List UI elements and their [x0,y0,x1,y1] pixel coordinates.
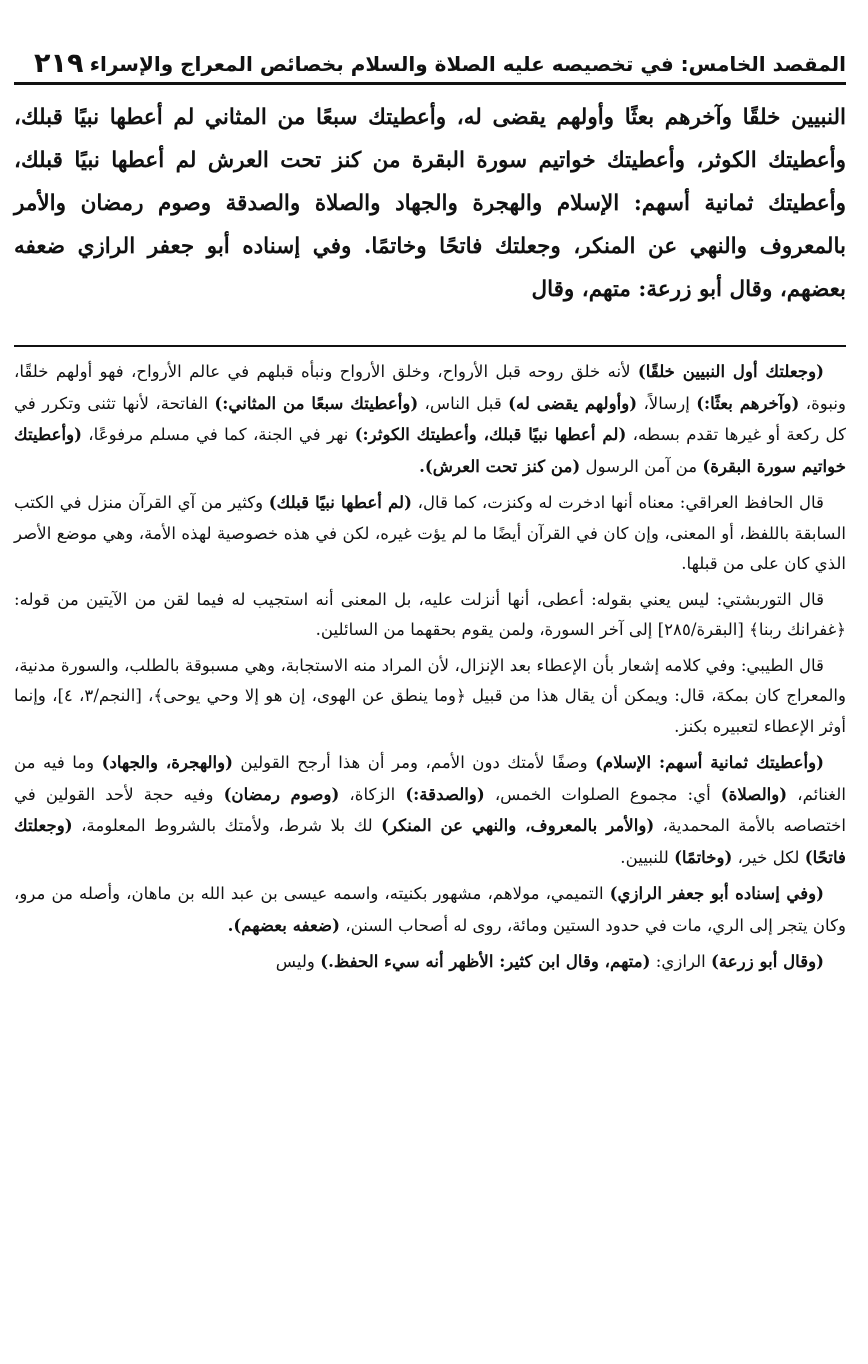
commentary-text: لكل خير، [732,847,805,867]
footnote-separator [14,345,846,347]
commentary-paragraph [14,487,846,580]
commentary-paragraph [14,946,846,978]
running-header [14,36,846,85]
commentary-paragraph [14,651,846,743]
commentary-text: نهر في الجنة، كما في مسلم مرفوعًا، [82,425,355,444]
commentary-text: التميمي، مولاهم، مشهور بكنيته، واسمه عيسى بن عبد الله بن ماهان، وأصله من مرو، وكان يتجر إلى الري، مات في حدود الستين ومائة، روى له أصحاب السنن، [14,884,846,935]
commentary-text: لأنه خلق روحه قبل الأرواح، وخلق الأرواح ونبأه قبلهم في عالم الأرواح، فهو أولهم خلقًا، ونبوة، [14,362,847,413]
quoted-phrase: (من كنز تحت العرش). [419,455,581,476]
commentary-text: وكثير من آي القرآن منزل في الكتب السابقة باللفظ، أو المعنى، وإن كان في القرآن أيضًا ما لم يؤت غيره، لكن في هذه خصوصية لهذه الأمة، وهي موضع الأصر الذي كان على من قبلها. [14,493,846,573]
commentary-text: قال الطيبي: وفي كلامه إشعار بأن الإعطاء بعد الإنزال، لأن المراد منه الاستجابة، وهي مسبوقة بالطلب، والسورة مدنية، والمعراج كان بمكة، قال: ويمكن أن يقال هذا من قبيل ﴿وما ينطق عن الهوى، إن هو إلا وحي يوحى﴾، [النجم/٣، ٤]، وإنما أوثر الإعطاء لتعبيره بكنز. [14,655,846,736]
quoted-phrase: (والصدقة:) [405,783,485,804]
commentary-text: قبل الناس، [418,393,509,413]
commentary [14,356,846,983]
quoted-phrase: (وجعلتك أول النبيين خلقًا) [637,361,824,381]
quoted-phrase: (وجعلتك فاتحًا) [14,815,846,867]
page-number: ٢١٩ [34,48,84,79]
quoted-phrase: (والأمر بالمعروف، والنهي عن المنكر) [381,815,655,835]
quoted-phrase: (وصوم رمضان) [223,783,340,804]
commentary-text: وصفًا لأمتك دون الأمم، ومر أن هذا أرجح القولين [233,753,596,772]
commentary-text: الزكاة، [339,784,406,804]
commentary-text: قال التوربشتي: ليس يعني بقوله: أعطى، أنها أنزلت عليه، بل المعنى أنه استجيب له فيما لقن من الآيتين من قوله: ﴿غفرانك ربنا﴾ [البقرة/٢٨٥] إلى آخر السورة، ولمن يقوم بحقهما من السائلين. [14,589,846,639]
quoted-phrase: (لم أعطها نبيًا قبلك) [268,492,412,512]
commentary-text: وفيه حجة لأحد القولين في اختصاصه بالأمة المحمدية، [14,784,846,835]
commentary-text: قال الحافظ العراقي: معناه أنها ادخرت له وكنزت، كما قال، [411,493,824,512]
quoted-phrase: (والهجرة، والجهاد) [101,752,233,772]
commentary-paragraph [14,585,846,646]
quoted-phrase: (وقال أبو زرعة) [711,951,824,971]
quoted-phrase: (وخاتمًا) [674,846,733,867]
commentary-text: من آمن الرسول [580,456,703,476]
commentary-text: الفاتحة، لأنها تثنى وتكرر في كل ركعة أو غيرها تقدم بسطه، [14,393,846,444]
commentary-paragraph [14,747,846,873]
hadith-text [14,96,846,311]
commentary-paragraph [14,878,846,941]
quoted-phrase: (متهم، وقال ابن كثير: الأظهر أنه سيء الحفظ.) [320,951,651,971]
quoted-phrase: (وأعطيتك خواتيم سورة البقرة) [14,424,846,476]
commentary-text: للنبيين. [620,847,675,867]
commentary-paragraph [14,356,846,482]
quoted-phrase: (لم أعطها نبيًا قبلك، وأعطيتك الكوثر:) [354,424,627,444]
quoted-phrase: (وأعطيتك سبعًا من المثاني:) [214,392,419,413]
commentary-text: وليس [275,952,321,971]
quoted-phrase: (وأعطيتك ثمانية أسهم: الإسلام) [595,752,824,772]
commentary-text: وما فيه من الغنائم، [14,753,846,804]
quoted-phrase: (وفي إسناده أبو جعفر الرازي) [609,883,824,903]
quoted-phrase: (وأولهم يقضى له) [508,392,638,413]
quoted-phrase: (والصلاة) [720,783,788,804]
commentary-text: لك بلا شرط، ولأمتك بالشروط المعلومة، [72,816,382,835]
commentary-text: الرازي: [650,952,712,971]
quoted-phrase: (وآخرهم بعثًا:) [696,392,800,413]
commentary-text: إرسالاً، [637,393,697,413]
hadith-paragraph: النبيين خلقًا وآخرهم بعثًا وأولهم يقضى له، وأعطيتك سبعًا من المثاني لم أعطها نبيًا قبلك، وأعطيتك الكوثر، وأعطيتك خواتيم سورة البقرة من كنز تحت العرش لم أعطها نبيًا قبلك، وأعطيتك ثمانية أسهم: الإسلام والهجرة والجهاد والصلاة والصدقة وصوم رمضان والأمر بالمعروف والنهي عن المنكر، وجعلتك فاتحًا وخاتمًا. وفي إسناده أبو جعفر الرازي ضعفه بعضهم، وقال أبو زرعة: متهم، وقال [14,105,846,302]
commentary-text: أي: مجموع الصلوات الخمس، [484,784,721,804]
chapter-title: المقصد الخامس: في تخصيصه عليه الصلاة والسلام بخصائص المعراج والإسراء [89,52,846,76]
quoted-phrase: (ضعفه بعضهم). [227,914,340,935]
